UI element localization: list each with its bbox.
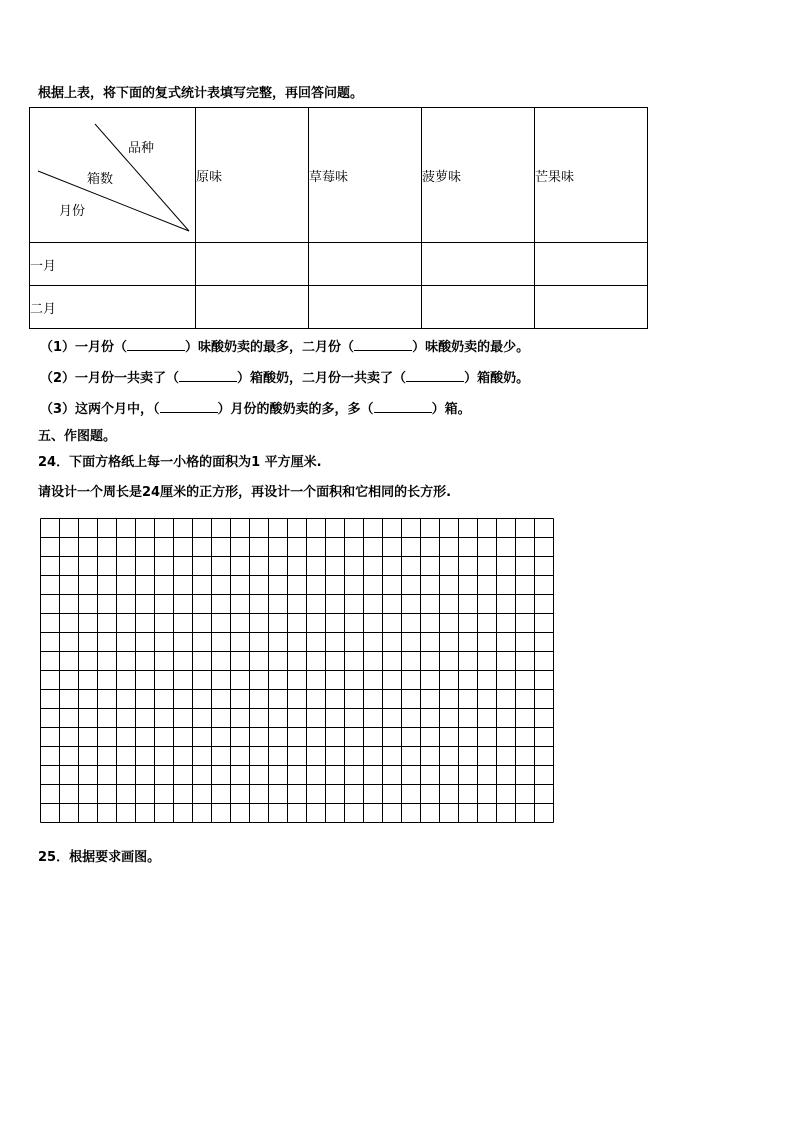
fill-cell[interactable] bbox=[535, 286, 648, 329]
square-grid-paper[interactable] bbox=[40, 518, 555, 824]
fill-cell[interactable] bbox=[309, 243, 422, 286]
flavor-header-pineapple: 菠萝味 bbox=[422, 108, 535, 243]
corner-label-month: 月份 bbox=[59, 204, 86, 219]
question-25-title: 25．根据要求画图。 bbox=[38, 850, 161, 865]
table-row-january bbox=[30, 243, 648, 286]
flavor-header-plain: 原味 bbox=[196, 108, 309, 243]
question-24-task: 请设计一个周长是24厘米的正方形，再设计一个面积和它相同的长方形. bbox=[38, 485, 452, 500]
intro-instruction: 根据上表，将下面的复式统计表填写完整，再回答问题。 bbox=[38, 86, 364, 101]
flavor-header-strawberry: 草莓味 bbox=[309, 108, 422, 243]
question-1: （1）一月份（ ）味酸奶卖的最多，二月份（ ）味酸奶卖的最少。 bbox=[40, 340, 530, 355]
question-2: （2）一月份一共卖了（ ）箱酸奶，二月份一共卖了（ ）箱酸奶。 bbox=[40, 371, 530, 386]
row-label-february: 二月 bbox=[30, 286, 196, 329]
answer-blank[interactable] bbox=[127, 338, 185, 351]
fill-cell[interactable] bbox=[196, 243, 309, 286]
fill-cell[interactable] bbox=[196, 286, 309, 329]
question-3: （3）这两个月中，（ ）月份的酸奶卖的多，多（ ）箱。 bbox=[40, 402, 471, 417]
answer-blank[interactable] bbox=[354, 338, 412, 351]
fill-cell[interactable] bbox=[422, 243, 535, 286]
diagonal-header-cell bbox=[30, 108, 196, 243]
row-label-january: 一月 bbox=[30, 243, 196, 286]
table-header-row bbox=[30, 108, 648, 243]
answer-blank[interactable] bbox=[374, 400, 432, 413]
compound-stats-table bbox=[29, 107, 648, 329]
question-24-title: 24．下面方格纸上每一小格的面积为1 平方厘米. bbox=[38, 455, 322, 470]
flavor-header-mango: 芒果味 bbox=[535, 108, 648, 243]
corner-label-boxes: 箱数 bbox=[87, 172, 114, 187]
answer-blank[interactable] bbox=[160, 400, 218, 413]
answer-blank[interactable] bbox=[179, 369, 237, 382]
corner-label-variety: 品种 bbox=[128, 141, 155, 156]
section-5-heading: 五、作图题。 bbox=[38, 429, 117, 444]
table-row-february bbox=[30, 286, 648, 329]
fill-cell[interactable] bbox=[422, 286, 535, 329]
fill-cell[interactable] bbox=[535, 243, 648, 286]
answer-blank[interactable] bbox=[406, 369, 464, 382]
fill-cell[interactable] bbox=[309, 286, 422, 329]
